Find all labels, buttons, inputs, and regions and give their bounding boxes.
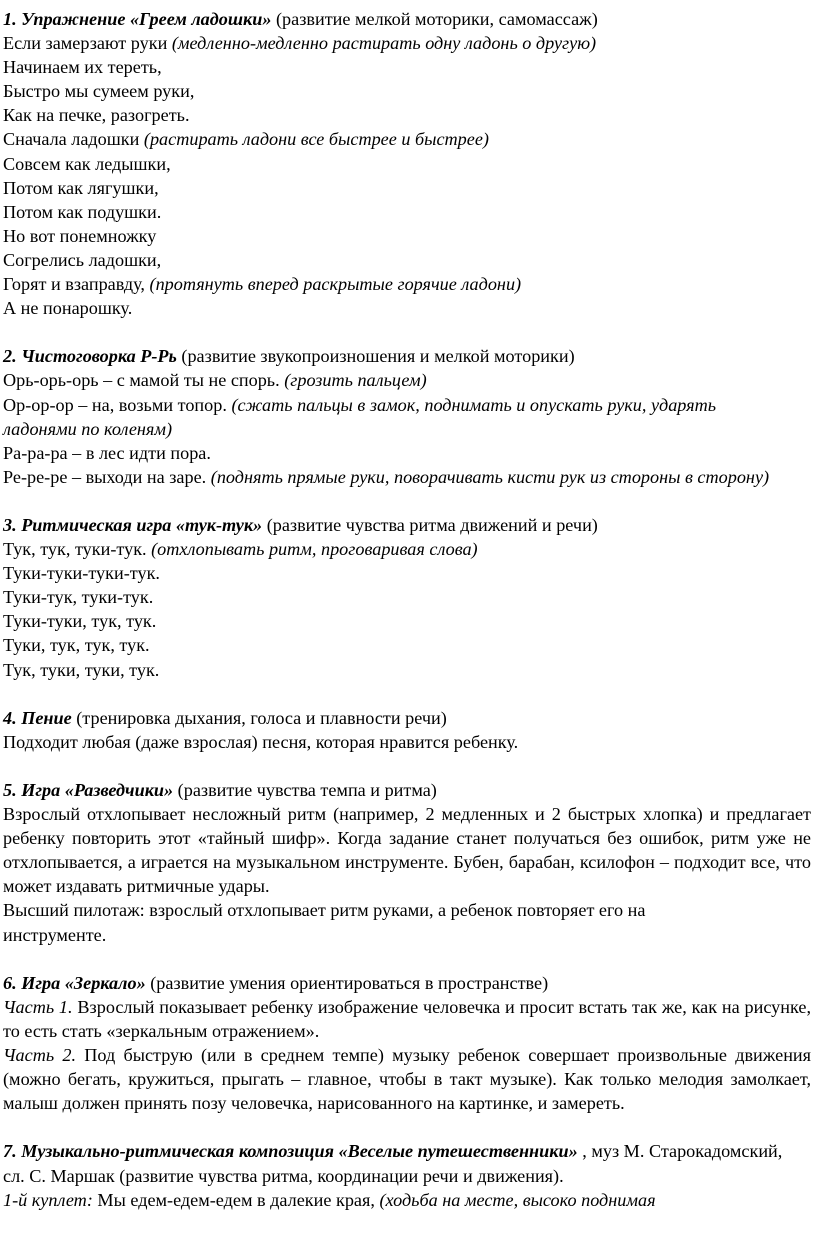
document-body (3, 7, 811, 1212)
section-5-title: 5. Игра «Разведчики» (3, 780, 174, 800)
section-1-line: Согрелись ладошки, (3, 249, 162, 270)
verse-text: Ре-ре-ре – выходи на заре. (3, 466, 207, 487)
section-3-line (3, 537, 811, 561)
section-3-line: Туки-туки, тук, тук. (3, 611, 157, 632)
movement-note: (медленно-медленно растирать одну ладонь о другую) (171, 33, 597, 54)
movement-note: (растирать ладони все быстрее и быстрее) (143, 129, 489, 150)
part-text: Под быструю (или в среднем темпе) музыку ребенок совершает произвольные движения (можно бегать, кружиться, прыгать – главное, чтобы в такт музыке). Как только мелодия замолкает, малыш должен принять позу человечка, нарисованного на картинке, и замереть. (3, 1045, 812, 1114)
section-2-heading (3, 344, 811, 368)
section-6-purpose: (развитие умения ориентироваться в пространстве) (150, 972, 549, 993)
section-6-part-1 (3, 995, 811, 1043)
part-text: Взрослый показывает ребенку изображение человечка и просит встать так же, как на рисунке, то есть стать «зеркальным отражением». (3, 996, 812, 1041)
section-7-title: 7. Музыкально-ритмическая композиция «Веселые путешественники» (3, 1141, 578, 1162)
part-label: Часть 1. (3, 996, 73, 1017)
verse-text: Орь-орь-орь – с мамой ты не спорь. (3, 370, 280, 391)
section-5-paragraph: Высший пилотаж: взрослый отхлопывает ритм руками, а ребенок повторяет его на инструменте. (3, 900, 646, 945)
section-1-line (3, 127, 811, 151)
section-7-heading (3, 1139, 783, 1187)
movement-note: (отхлопывать ритм, проговаривая слова) (151, 539, 478, 560)
movement-note: (ходьба на месте, высоко поднимая (379, 1189, 656, 1210)
section-2-line (3, 465, 811, 489)
section-3-title: 3. Ритмическая игра «тук-тук» (3, 514, 263, 535)
section-1-line: Потом как подушки. (3, 201, 162, 222)
movement-note: (протянуть вперед раскрытые горячие ладони) (149, 274, 522, 295)
verse-text: Ор-ор-ор – на, возьми топор. (3, 394, 227, 415)
section-1-line: Как на печке, разогреть. (3, 105, 190, 126)
movement-note: (сжать пальцы в замок, поднимать и опускать руки, ударять ладонями по коленям) (3, 394, 717, 439)
section-3-line: Туки-туки-туки-тук. (3, 563, 160, 584)
section-1-line (3, 272, 811, 296)
blank-line (3, 320, 811, 344)
section-7-purpose: , муз М. Старокадомский, сл. С. Маршак (развитие чувства ритма, координации речи и движения). (3, 1141, 783, 1186)
section-6-heading (3, 971, 811, 995)
section-2-line (3, 393, 743, 441)
section-1-line: Совсем как ледышки, (3, 153, 171, 174)
section-5-paragraph: Взрослый отхлопывает несложный ритм (например, 2 медленных и 2 быстрых хлопка) и предлагает ребенку повторить этот «тайный шифр». Когда задание станет получаться без ошибок, ритм уже не отхлопывается, а играется на музыкальном инструменте. Бубен, барабан, ксилофон – подходит все, что может издавать ритмичные удары. (3, 804, 811, 897)
blank-line (3, 754, 811, 778)
section-1-purpose: (развитие мелкой моторики, самомассаж) (276, 9, 598, 29)
verse-text: Горят и взаправду, (3, 274, 145, 295)
section-2-line: Ра-ра-ра – в лес идти пора. (3, 442, 211, 463)
section-1-line: Потом как лягушки, (3, 177, 159, 198)
part-label: Часть 2. (3, 1045, 77, 1066)
section-1-line: А не понарошку. (3, 298, 133, 319)
section-1-line (3, 31, 811, 55)
verse-label: 1-й куплет: (3, 1189, 93, 1210)
section-1-line: Быстро мы сумеем руки, (3, 81, 195, 102)
section-6-title: 6. Игра «Зеркало» (3, 972, 146, 993)
section-3-purpose: (развитие чувства ритма движений и речи) (266, 514, 598, 535)
verse-text: Мы едем-едем-едем в далекие края, (97, 1189, 375, 1210)
movement-note: (грозить пальцем) (284, 370, 427, 391)
section-4-purpose: (тренировка дыхания, голоса и плавности речи) (76, 707, 447, 728)
section-2-purpose: (развитие звукопроизношения и мелкой моторики) (181, 346, 575, 367)
verse-text: Сначала ладошки (3, 129, 140, 150)
section-6-part-2 (3, 1043, 811, 1115)
blank-line (3, 682, 811, 706)
section-5-purpose: (развитие чувства темпа и ритма) (177, 780, 437, 800)
section-1-line: Начинаем их тереть, (3, 57, 162, 78)
section-4-line: Подходит любая (даже взрослая) песня, которая нравится ребенку. (3, 731, 519, 752)
verse-text: Если замерзают руки (3, 33, 168, 54)
blank-line (3, 1115, 811, 1139)
section-3-line: Тук, туки, туки, тук. (3, 659, 160, 680)
section-3-heading (3, 513, 811, 537)
section-1-title: 1. Упражнение «Греем ладошки» (3, 9, 272, 29)
section-4-title: 4. Пение (3, 707, 72, 728)
section-3-line: Туки-тук, туки-тук. (3, 587, 154, 608)
blank-line (3, 489, 811, 513)
section-5-heading (3, 778, 811, 802)
verse-text: Тук, тук, туки-тук. (3, 539, 147, 560)
blank-line (3, 947, 811, 971)
movement-note: (поднять прямые руки, поворачивать кисти рук из стороны в сторону) (210, 466, 770, 487)
section-7-verse (3, 1188, 811, 1212)
section-2-title: 2. Чистоговорка Р-Рь (3, 346, 177, 367)
section-3-line: Туки, тук, тук, тук. (3, 635, 150, 656)
section-1-line: Но вот понемножку (3, 225, 157, 246)
section-1-heading (3, 7, 811, 31)
section-2-line (3, 368, 811, 392)
section-4-heading (3, 706, 811, 730)
